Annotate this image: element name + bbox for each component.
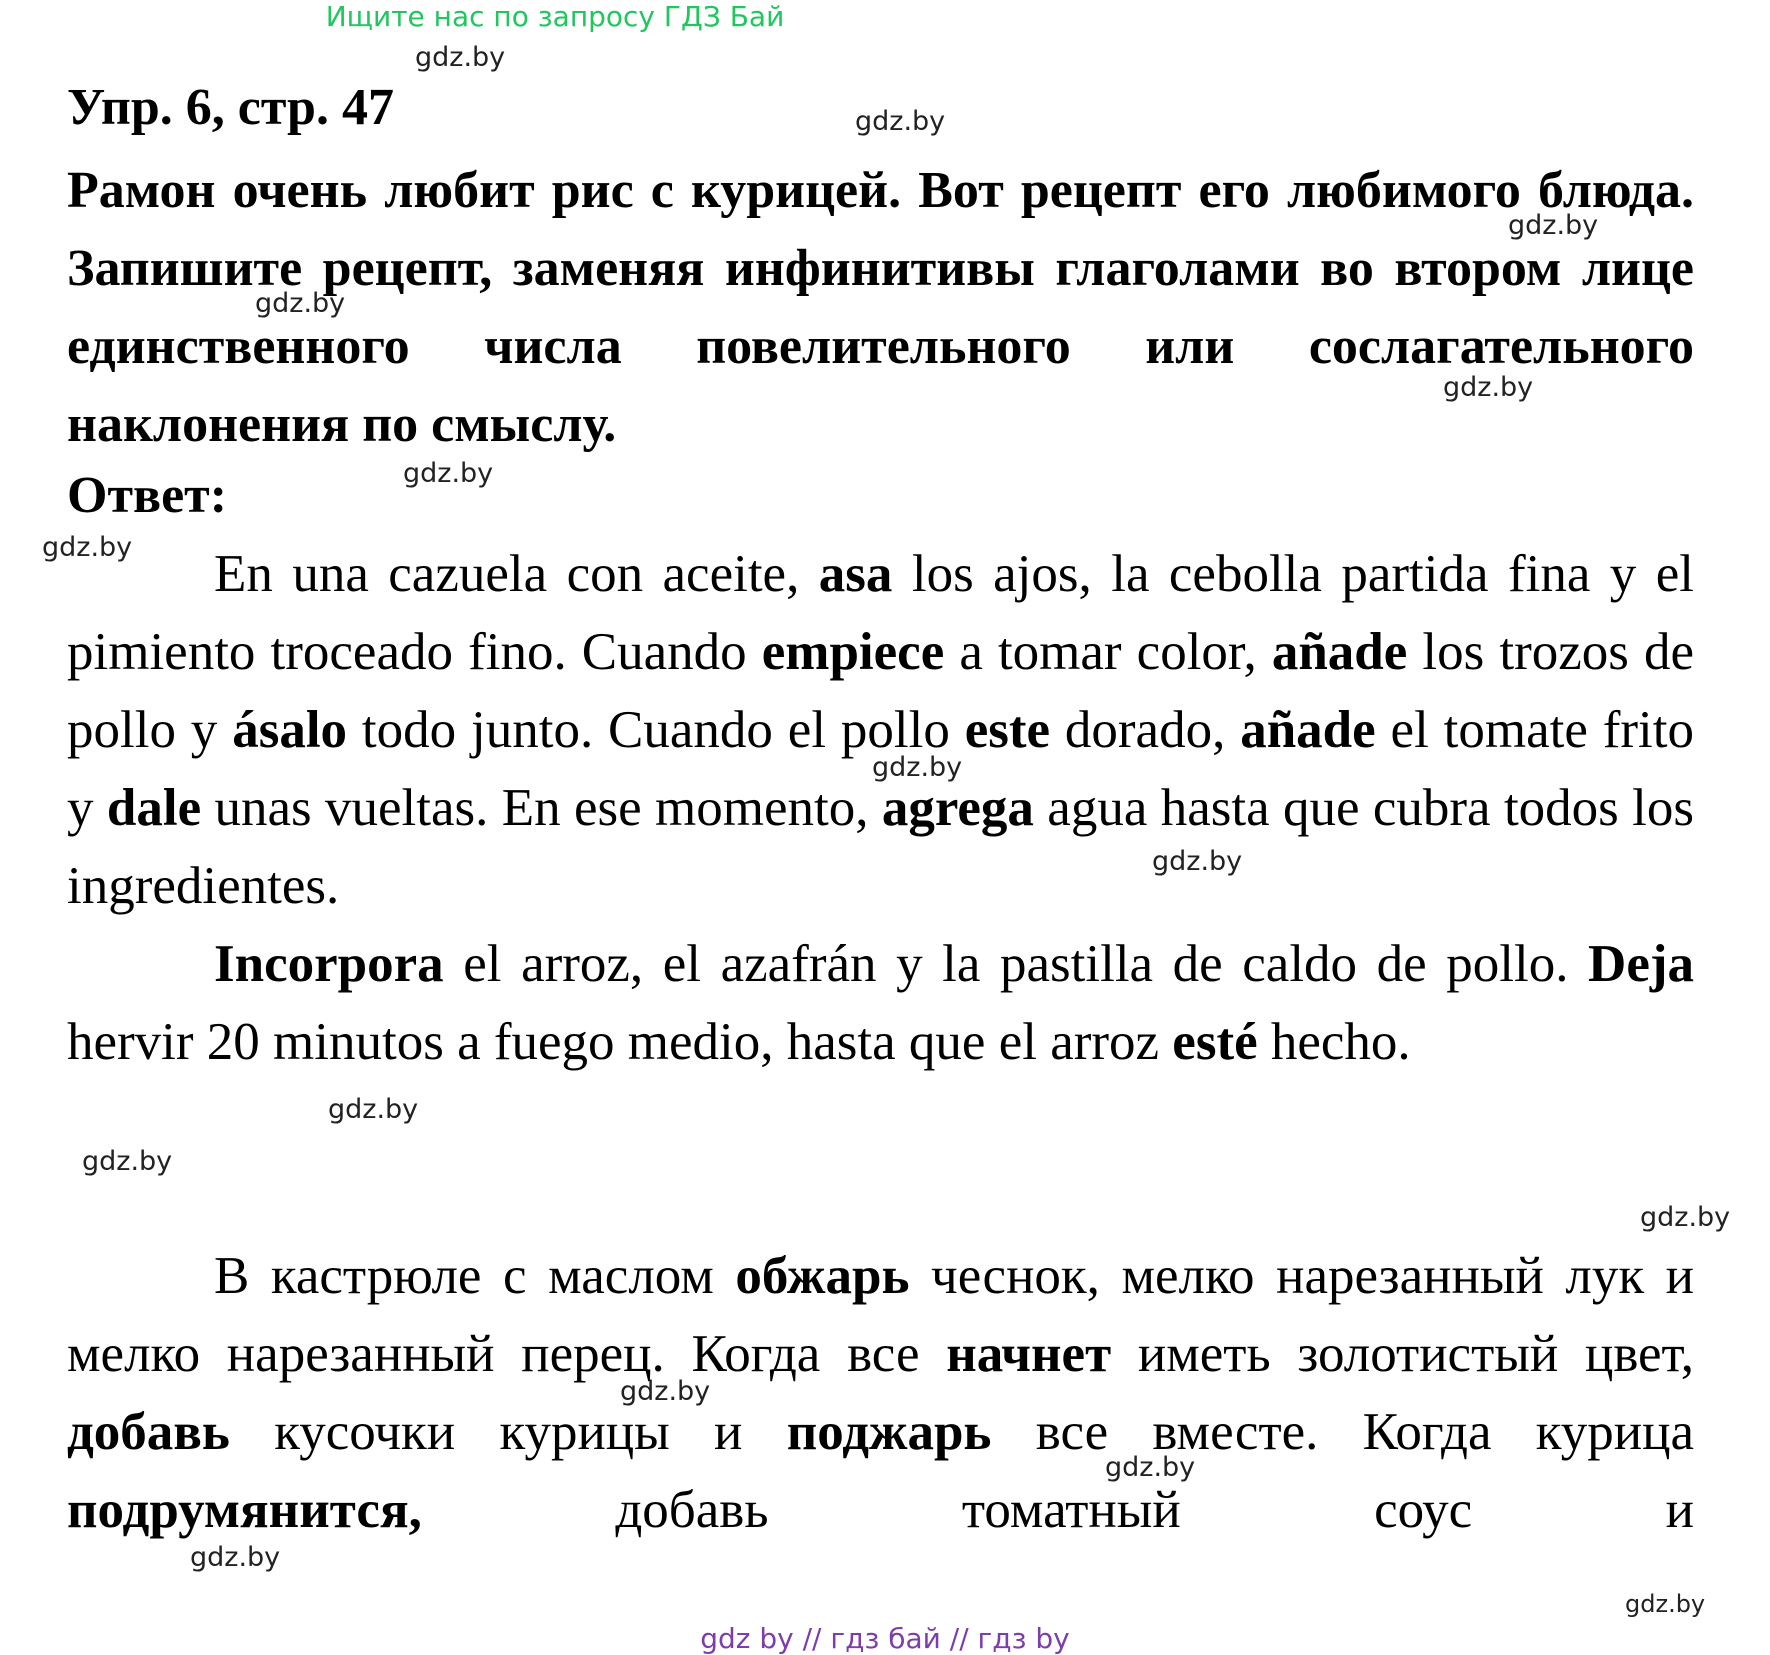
text-segment: todo junto. Cuando el pollo xyxy=(347,701,965,759)
text-segment: En una cazuela con aceite, xyxy=(214,545,819,603)
highlighted-verb: añade xyxy=(1271,623,1408,681)
footer: gdz by // гдз бай // гдз by xyxy=(700,1622,1070,1655)
highlighted-verb: поджарь xyxy=(786,1403,992,1461)
text-segment: unas vueltas. En ese momento, xyxy=(201,779,882,837)
text-segment: dorado, xyxy=(1050,701,1241,759)
watermark: gdz.by xyxy=(620,1376,711,1407)
watermark: gdz.by xyxy=(1443,372,1534,403)
highlighted-verb: Deja xyxy=(1588,935,1694,993)
text-segment: все вместе. Когда курица xyxy=(991,1403,1694,1461)
highlighted-verb: esté xyxy=(1172,1013,1258,1071)
watermark: gdz.by xyxy=(1105,1452,1196,1483)
text-segment: hecho. xyxy=(1257,1013,1411,1071)
text-segment: hervir 20 minutos a fuego medio, hasta que el arroz xyxy=(67,1013,1173,1071)
text-segment: los trozos de pollo y xyxy=(67,623,1694,759)
text-segment: los ajos, la cebolla partida fina y el pimiento troceado fino. Cuando xyxy=(67,545,1694,681)
text-segment: иметь золотистый цвет, xyxy=(1111,1325,1694,1383)
highlighted-verb: обжарь xyxy=(735,1247,910,1305)
highlighted-verb: este xyxy=(964,701,1051,759)
watermark: gdz.by xyxy=(82,1146,173,1177)
highlighted-verb: добавь xyxy=(67,1403,230,1461)
highlighted-verb: Incorpora xyxy=(214,935,444,993)
text-segment: agua hasta que cubra todos los ingredientes. xyxy=(67,779,1695,915)
highlighted-verb: asa xyxy=(818,545,893,603)
text-segment: el tomate frito y xyxy=(67,701,1694,837)
text-segment: el arroz, el azafrán y la pastilla de caldo de pollo. xyxy=(443,935,1589,993)
watermark: gdz.by xyxy=(403,458,494,489)
text-segment: кусочки курицы и xyxy=(229,1403,787,1461)
answer-paragraph-2 xyxy=(67,925,1694,1081)
watermark: gdz.by xyxy=(872,752,963,783)
watermark: gdz.by xyxy=(1640,1202,1731,1233)
watermark: gdz.by xyxy=(1152,846,1243,877)
watermark: gdz.by xyxy=(1508,210,1599,241)
highlighted-verb: подрумянится, xyxy=(67,1481,422,1539)
highlighted-verb: empiece xyxy=(761,623,945,681)
text-segment: a tomar color, xyxy=(944,623,1272,681)
text-segment: добавь томатный соус и xyxy=(421,1481,1694,1539)
answer-paragraph-3 xyxy=(67,1237,1694,1549)
watermark: gdz.by xyxy=(255,288,346,319)
exercise-title: Упр. 6, стр. 47 xyxy=(67,79,394,136)
watermark: gdz.by xyxy=(328,1094,419,1125)
text-segment: В кастрюле с маслом xyxy=(214,1247,736,1305)
watermark: gdz.by xyxy=(415,42,506,73)
watermark: gdz.by xyxy=(42,532,133,563)
watermark: gdz.by xyxy=(855,106,946,137)
highlighted-verb: начнет xyxy=(946,1325,1112,1383)
answer-label: Ответ: xyxy=(67,467,228,524)
highlighted-verb: ásalo xyxy=(232,701,348,759)
highlighted-verb: agrega xyxy=(881,779,1034,837)
text-segment: чеснок, мелко нарезанный лук и мелко нарезанный перец. Когда все xyxy=(67,1247,1694,1383)
watermark: gdz.by xyxy=(1625,1590,1706,1618)
task-text: Рамон очень любит рис с курицей. Вот рецепт его любимого блюда. Запишите рецепт, заменяя инфинитивы глаголами во втором лице единственного числа повелительного или сослагательного наклонения по смыслу. xyxy=(67,162,1694,453)
top-banner: Ищите нас по запросу ГДЗ Бай xyxy=(325,0,785,33)
highlighted-verb: dale xyxy=(106,779,202,837)
watermark: gdz.by xyxy=(190,1542,281,1573)
answer-paragraph-1 xyxy=(67,535,1694,925)
highlighted-verb: añade xyxy=(1240,701,1376,759)
